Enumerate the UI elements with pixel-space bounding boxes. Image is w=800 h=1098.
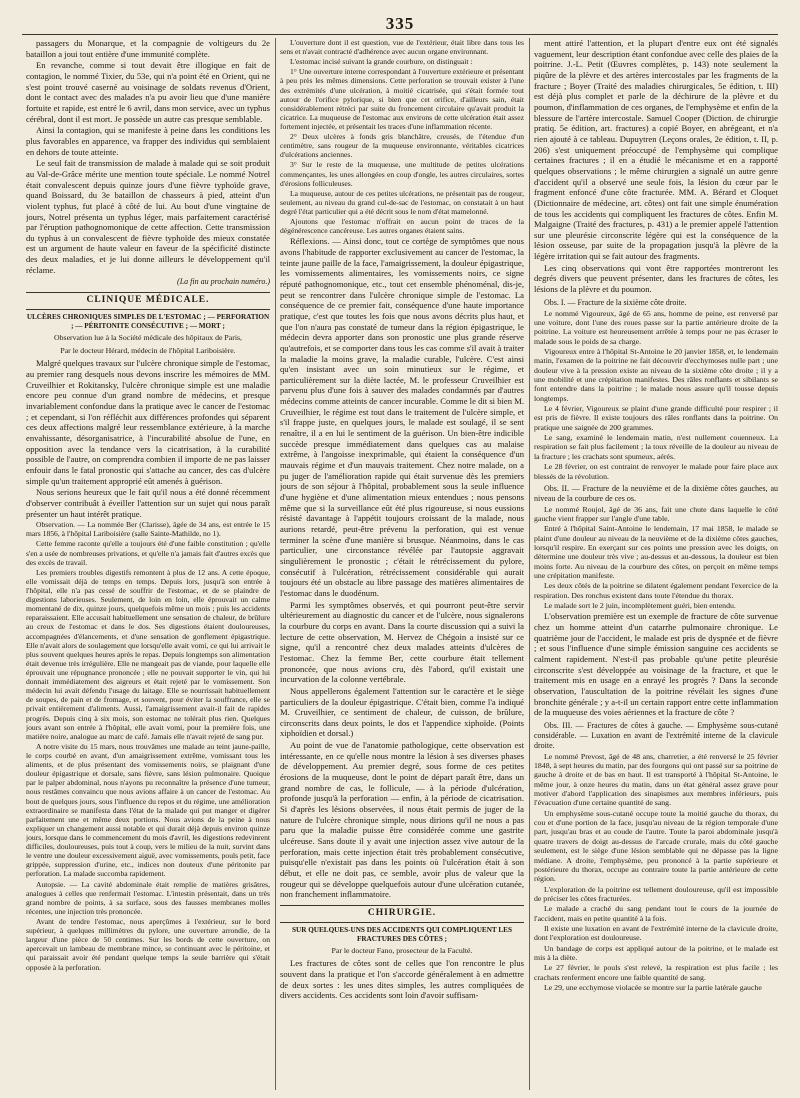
paragraph: Réflexions. — Ainsi donc, tout ce cortège de symptômes que nous avons l'habitude de rapporter exclusivement au cancer de l'estomac, la teinte jaune paille de la face, l'amaigrissement, la douleur épigastrique, les vomissements alimentaires, les vomissements noirs, ce signe réputé pathognomonique, etc., tout cet ensemble phénoménal, dis-je, peut se rencontrer dans l'ulcère chronique simple de l'estomac. La conséquence de ce premier fait, conséquence d'une haute importance pratique, c'est que toutes les fois que nous avons décrits plus haut, et que l'on n'aura pas constaté de tumeur dans la région épigastrique, le médecin devra apporter dans son pronostic une plus grande réserve qu'autrefois, et se comporter dans tous les cas comme s'il avait à traiter la maladie la moins grave, la maladie curable, l'ulcère. C'est ainsi qu'en insistant avec un soin minutieux sur le régime, et particulièrement sur la diète lactée, M. le professeur Cruveilhier est parvenu plus d'une fois à sauver des malades condamnés par d'autres médecins comme atteints de cancer incurable. Comme le dit si bien M. Cruveilhier, le régime est tout dans le traitement de l'ulcère simple, et s'il frappe juste, en quelques jours, le malade est soulagé, il se sent renaître, il a en lui le sentiment de la guérison. Un bien-être indicible succède presque immédiatement dans quelques cas au malaise extrême, à l'angoisse inexprimable, qui étaient la conséquence d'un mauvais régime et d'un mauvais traitement. Chez notre malade, on a pu juger de l'amélioration rapide qui était survenue dès les premiers jours de son séjour à l'hôpital, probablement sous la seule influence d'une hygiène et d'une alimentation mieux entendues ; nous pensons même que si la surveillance eût été plus rigoureuse, si nous eussions résisté davantage à l'appétit toujours croissant de la malade, nous aurions retardé, peut-être prévenu la perforation, qui est venue terminer la scène d'une manière si brusque. Néanmoins, dans le cas particulier, une circonstance révélée par l'autopsie aggravait singulièrement le pronostic ; c'était le rétrécissement du pylore, consécutif à l'ulcération, rétrécissement considérable qui aurait toujours été un obstacle au libre passage des matières alimentaires de l'estomac dans le duodénum. xyxy=(280,236,524,598)
paragraph: Vigoureux entre à l'hôpital St-Antoine le 20 janvier 1858, et, le lendemain matin, l'examen de la poitrine ne fait découvrir d'ecchymoses nulle part ; une douleur vive à la pression existe au niveau de la sixième côte droite ; il y a une mobilité et une crépitation manifestes. Des râles ronflants et sibilants se font entendre dans la poitrine ; le malade nous assure qu'il tousse depuis longtemps. xyxy=(534,347,778,403)
observation-heading: Obs. I. — Fracture de la sixième côte droite. xyxy=(544,297,687,307)
paragraph: Le malade a craché du sang pendant tout le cours de la journée de l'accident, mais en petite quantité à la fois. xyxy=(534,904,778,923)
paragraph: Le nommé Vigoureux, âgé de 65 ans, homme de peine, est renversé par une voiture, dont l'une des roues passe sur la partie antérieure droite de la poitrine. La voiture est heureusement arrêtée à temps pour ne pas écraser le malade sous le poids de sa charge. xyxy=(534,308,778,346)
paragraph: Le 29, une ecchymose violacée se montre sur la partie latérale gauche xyxy=(544,982,762,992)
header-rule xyxy=(22,34,778,35)
paragraph: Nous appellerons également l'attention sur le caractère et le siège particuliers de la douleur épigastrique. C'était bien, comme l'a indiqué M. Cruveilhier, ce sentiment de chaleur, de cuisson, de brûlure, circonscrits dans deux points, le dos et l'appendice xiphoïde. (Points xiphoïdien et dorsal.) xyxy=(280,685,524,739)
paragraph: Avant de tendre l'estomac, nous aperçûmes à l'extérieur, sur le bord supérieur, à quelques millimètres du pylore, une ouverture arrondie, de la largeur d'une pièce de 50 centimes. Sur les bords de cette ouverture, on apercevait un lambeau de membrane mince, se continuant avec le péritoine, et qui paraissait avoir été pendant quelque temps la seule barrière qui s'était opposée à la perforation. xyxy=(26,916,270,972)
paragraph: A notre visite du 15 mars, nous trouvâmes une malade au teint jaune-paille, le corps courbé en avant, d'un amaigrissement extrême, vomissant tous les aliments, et de plus présentant des vomissements noirs, se plaignant d'une douleur épigastrique et dorsale, sans fièvre, sans lésion pulmonaire. Quoique par le palper abdominal, nous n'ayons pu reconnaître la présence d'une tumeur, nous restâmes convaincu que nous avions affaire à un cancer de l'estomac. Au bout de quelques jours, sous l'influence du repos et du régime, une amélioration extraordinaire se manifesta dans l'état de la malade qui put manger et digérer parfaitement une et même deux portions. Nous avions de la peine à nous expliquer un changement aussi notable et qui durait déjà depuis environ quinze jours, lorsque dans le commencement du mois d'avril, les digestions redevinrent difficiles, douloureuses, puis tout à coup, vers le milieu de la nuit, survint dans le ventre une douleur excessivement aiguë, avec vomissements, pouls petit, face grippée, suppression d'urine, etc., indices non douteux d'une péritonite par perforation. La malade succomba rapidement. xyxy=(26,741,270,879)
paragraph: Le nommé Roujol, âgé de 36 ans, fait une chute dans laquelle le côté gauche vient frapper sur l'angle d'une table. xyxy=(534,504,778,523)
paragraph: Le 28 février, on est contraint de renvoyer le malade pour faire place aux blessés de la révolution. xyxy=(534,462,778,481)
paragraph: Le nommé Prevost, âgé de 48 ans, charretier, a été renversé le 25 février 1848, à sept heures du matin, par des fourgons qui ont passé sur sa poitrine de gauche à droite et de bas en haut. Il est transporté à l'hôpital St-Antoine, le même jour, à onze heures du matin, dans un état général assez grave pour motiver d'abord l'application des sinapismes aux membres inférieurs, puis l'évacuation d'une certaine quantité de sang. xyxy=(534,751,778,808)
paragraph: Un bandage de corps est appliqué autour de la poitrine, et le malade est mis à la diète. xyxy=(534,943,778,962)
paragraph: Malgré quelques travaux sur l'ulcère chronique simple de l'estomac, au premier rang desquels nous devons inscrire les mémoires de MM. Cruveilhier et Rokitansky, l'ulcère chronique simple est une maladie encore peu connue d'un grand nombre de médecins, et presque invariablement confondue dans la pratique avec le cancer de l'estomac ; et cependant, si l'on réfléchit aux différences profondes qui séparent ces deux affections malgré leur ressemblance extérieure, à la marche envahissante, désorganisatrice, à l'incurabilité absolue de l'une, en opposition avec la tendance vers la cicatrisation, à la curabilité possible de l'autre, on comprendra combien il importe de ne pas laisser enfouir dans le fatal pronostic qui s'attache au cancer, des cas d'ulcère simple qu'un traitement approprié eût amenés à guérison. xyxy=(26,358,270,486)
paragraph: Entré à l'hôpital Saint-Antoine le lendemain, 17 mai 1858, le malade se plaint d'une douleur au niveau de la neuvième et de la dixième côtes gauches, lorsqu'il respire. En exerçant sur ces points une pression avec les doigts, on détermine une douleur très vive ; au-dessus et au-dessous, la douleur est bien moins forte. Au niveau de la courbure des côtes, on perçoit en même temps une crépitation manifeste. xyxy=(534,524,778,581)
paragraph: Parmi les symptômes observés, et qui pourront peut-être servir ultérieurement au diagnostic du cancer et de l'ulcère, nous signalerons la courbure du corps en avant. Dans la courte discussion qui a suivi la lecture de cette observation, M. Hervez de Chégoin a insisté sur ce signe, qu'il a rencontré chez deux malades atteints d'ulcères de l'estomac. Chez la femme Ber, cette courbure était tellement prononcée, que nous avions cru, dès l'abord, qu'il existait une incurvation de la colonne vertébrale. xyxy=(280,599,524,685)
article-title: ULCÈRES CHRONIQUES SIMPLES DE L'ESTOMAC ; — PERFORATION ; — PÉRITONITE CONSÉCUTIVE ; — MORT ; xyxy=(26,313,270,331)
paragraph: passagers du Monarque, et la compagnie de voltigeurs du 2e bataillon a joui tout entière d'une immunité complète. xyxy=(26,38,270,59)
article-subtitle: Observation lue à la Société médicale des hôpitaux de Paris, xyxy=(54,333,242,343)
paragraph: L'exploration de la poitrine est tellement douloureuse, qu'il est impossible de préciser les côtes fracturées. xyxy=(534,884,778,903)
paragraph: Un emphysème sous-cutané occupe toute la moitié gauche du thorax, du cou et d'une portion de la face, jusqu'au niveau de la région temporale d'une part, jusqu'au bras et au coude de l'autre. Toute la paroi abdominale jusqu'à quatre travers de doigt au-dessus de l'arcade crurale, mais du côté gauche seulement, est le siège d'une lésion semblable qui ne dépasse pas la ligne médiane. A droite, l'emphysème, peu prononcé à la partie supérieure et postérieure du thorax, occupe au contraire toute la partie antérieure de cette région. xyxy=(534,808,778,884)
paragraph: En revanche, comme si tout devait être illogique en fait de contagion, le nommé Tixier, du 53e, qui n'a point été en Orient, qui ne s'est point trouvé caserné au voisinage de soldats revenus d'Orient, dont le contact avec des malades n'a pu avoir lieu que d'une manière fortuite et rapide, est entré le 6 avril, dans mon service, avec un typhus cérébral, dont il est mort. Je possède un autre cas presque semblable. xyxy=(26,60,270,124)
column-separator xyxy=(275,38,276,1090)
paragraph: Autopsie. — La cavité abdominale était remplie de matières grisâtres, analogues à celles que renfermait l'estomac. L'intestin présentait, dans un très grand nombre de points, à sa surface, sous des fausses membranes molles récentes, une injection très prononcée. xyxy=(26,879,270,916)
paragraph: La muqueuse, autour de ces petites ulcérations, ne présentait pas de rougeur, seulement, au niveau du grand cul-de-sac de l'estomac, on constatait à un haut degré l'état particulier qui a été décrit sous le nom d'état mamelonné. xyxy=(280,188,524,216)
observation-heading: Obs. III. — Fractures de côtes à gauche. — Emphysème sous-cutané considérable. — Luxation en avant de l'extrémité interne de la clavicule droite. xyxy=(534,721,778,750)
paragraph: Nous serions heureux que le fait qu'il nous a été donné récemment d'observer contribuât à éveiller l'attention sur un sujet qui nous paraît présenter un haut intérêt pratique. xyxy=(26,487,270,519)
paragraph: Le 4 février, Vigoureux se plaint d'une grande difficulté pour respirer ; il est pris de fièvre. Il existe toujours des râles ronflants dans la poitrine. On pratique une saignée de 200 grammes. xyxy=(534,404,778,432)
paragraph: 1° Une ouverture interne correspondant à l'ouverture extérieure et présentant à peu près les mêmes dimensions. Cette perforation se trouvait exister à l'une des extrémités d'une ulcération, à moitié cicatrisée, qui s'était formée tout autour de l'orifice pylorique, si bien que cet orifice, d'ailleurs sain, était considérablement rétréci par suite du froncement circulaire qu'avait produit la cicatrice. La muqueuse de l'estomac aux environs de cette ulcération était assez fortement injectée, et présentait les traces d'une inflammation récente. xyxy=(280,67,524,131)
article-byline: Par le docteur Hérard, médecin de l'hôpital Lariboisière. xyxy=(60,345,236,355)
article-title: SUR QUELQUES-UNS DES ACCIDENTS QUI COMPLIQUENT LES FRACTURES DES CÔTES ; xyxy=(292,925,512,943)
paragraph: Les deux côtés de la poitrine se dilatent également pendant l'exercice de la respiration. Des ronchus existent dans toute l'étendue du thorax. xyxy=(534,581,778,600)
paragraph: Le malade sort le 2 juin, incomplètement guéri, bien entendu. xyxy=(544,601,736,611)
continued-note: (La fin au prochain numéro.) xyxy=(177,277,270,287)
paragraph: Il existe une luxation en avant de l'extrémité interne de la clavicule droite, dont l'exploration est douloureuse. xyxy=(534,923,778,943)
paragraph: Le 27 février, le pouls s'est relevé, la respiration est plus facile ; les crachats renferment encore une faible quantité de sang. xyxy=(534,963,778,982)
paragraph: Les premiers troubles digestifs remontent à plus de 12 ans. A cette époque, elle vomissait déjà de temps en temps. Depuis lors, jusqu'à son entrée à l'hôpital, elle n'a pas cessé de souffrir de l'estomac, et de se plaindre de digestions laborieuses. Seulement, de loin en loin, elle éprouvait un calme momentané de dix, quinze jours, quelquefois même un mois ; puis les accidents reparaissaient. Elle accusait habituellement une sensation de chaleur, de brûlure au creux de l'estomac et dans le dos. Ses digestions étaient douloureuses, accompagnées d'élancements, et d'une sensation de gonflement épigastrique. Elle n'avait alors de soulagement que lorsqu'elle avait vomi, ce qui lui arrivait le plus souvent quelques heures après le repas. Depuis longtemps son alimentation était devenue très irrégulière. Elle ne mangeait pas de viande, pour laquelle elle éprouvait une répugnance prononcée ; elle ne pouvait supporter le vin, qui lui donnait immédiatement des aigreurs et était rejeté par le vomissement. Son médecin lui avait défendu l'usage du laitage. Elle se nourrissait habituellement de soupes, de pain et de fromage, et souvent, pour éviter la souffrance, elle se privait entièrement d'aliments. Aussi, l'amaigrissement avait-il fait de rapides progrès. Depuis cinq à six mois, son estomac ne tolérait plus rien. Quelques jours avant son entrée à l'hôpital, elle avait vomi, pour la première fois, une matière noire, analogue au marc de café. Jamais elle n'avait rejeté de sang pur. xyxy=(26,567,270,741)
section-title-clinique: CLINIQUE MÉDICALE. xyxy=(26,292,270,310)
observation-heading: Obs. II. — Fracture de la neuvième et de la dixième côtes gauches, au niveau de la courbure de ces os. xyxy=(534,483,778,503)
section-title-chirurgie: CHIRURGIE. xyxy=(280,905,524,923)
column-left xyxy=(26,38,270,1090)
paragraph: Le seul fait de transmission de malade à malade qui se soit produit au Val-de-Grâce mérite une mention toute spéciale. Le nommé Notrel était convalescent depuis quinze jours d'une fièvre typhoïde grave, quand Boissard, du 3e bataillon de chasseurs à pied, atteint d'un violent typhus, fut placé à côté de lui. Au bout d'une vingtaine de jours, Notrel présenta un typhus léger, mais parfaitement caractérisé par l'éruption pathognomonique de cette affection. Cette transmission du typhus à un convalescent de fièvre typhoïde des mieux constatée est un argument de haute valeur en faveur de la spécificité distincte des deux maladies, et je lui donne ailleurs le développement qu'il réclame. xyxy=(26,158,270,275)
column-middle xyxy=(280,38,524,1090)
paragraph: L'observation première est un exemple de fracture de côte survenue chez un homme atteint d'un catarrhe pulmonaire chronique. Le quatrième jour de l'accident, le malade est pris de dyspnée et de fièvre ; et sous l'influence d'une simple émission sanguine ces accidents se calment rapidement. N'est-il pas probable qu'une petite pleurésie circonscrite s'est développée au voisinage de la fracture, et que le traitement mis en usage en a enrayé les progrès ? Dans la seconde observation, l'auscultation de la poitrine révélait les signes d'une bronchite générale ; y a-t-il un certain rapport entre cette inflammation de la muqueuse des voies aériennes et la fracture de côte ? xyxy=(534,611,778,718)
paragraph: Le sang, examiné le lendemain matin, n'est nullement couenneux. La respiration se fait plus facilement ; la toux réveille de la douleur au niveau de la fracture ; les crachats sont spumeux, aérés. xyxy=(534,433,778,461)
paragraph: Cette femme raconte qu'elle a toujours été d'une faible constitution ; qu'elle s'en a usée de nombreuses privations, et qu'elle n'a jamais fait d'autres excès que des excès de travail. xyxy=(26,539,270,567)
paragraph: L'ouverture dont il est question, vue de l'extérieur, était libre dans tous les sens et n'avait contracté d'adhérence avec aucun organe environnant. xyxy=(280,38,524,57)
page-number: 335 xyxy=(385,14,415,33)
paragraph: Observation. — La nommée Ber (Clarisse), âgée de 34 ans, est entrée le 15 mars 1856, à l'hôpital Lariboisière (salle Sainte-Mathilde, no 1). xyxy=(26,520,270,539)
paragraph: Les cinq observations qui vont être rapportées montreront les degrés divers que peuvent présenter, dans les fractures de côtes, les lésions de la plèvre et du poumon. xyxy=(534,262,778,295)
paragraph: Les fractures de côtes sont de celles que l'on rencontre le plus souvent dans la pratique et l'on s'accorde généralement à en admettre de deux sortes : les unes dites simples, les autres compliquées de divers accidents. Ces accidents sont loin d'avoir suffisam- xyxy=(280,958,524,1001)
paragraph: Ajoutons que l'estomac n'offrait en aucun point de traces de la dégénérescence cancéreuse. Les autres organes étaient sains. xyxy=(280,217,524,236)
column-separator xyxy=(529,38,530,1090)
paragraph: Au point de vue de l'anatomie pathologique, cette observation est intéressante, en ce qu'elle nous montre la lésion à ses diverses phases de développement. Au premier degré, sous forme de ces petites érosions de la muqueuse, dont le point de départ paraît être, dans un grand nombre de cas, le follicule, — à la période d'ulcération, profonde jusqu'à la perforation — enfin, à la période de cicatrisation. Si d'après les lésions observées, il nous était permis de juger de la nature de l'ulcère chronique simple, nous dirions qu'il ne nous a pas paru que la maladie puisse être considérée comme une gastrite ulcéreuse. Sans doute il y avait une injection assez vive autour de la perforation, mais cette injection était très probablement consécutive, puisqu'elle n'existait pas dans les points où l'ulcération était à son début, et elle ne doit pas, ce semble, avoir plus de valeur que la rougeur qui se développe quelquefois autour d'une ulcération cutanée, non franchement inflammatoire. xyxy=(280,740,524,900)
paragraph: 2° Deux ulcères à fonds gris blanchâtre, creusés, de l'étendue d'un centimètre, sans rougeur de la muqueuse environnante, véritables cicatrices d'ulcérations anciennes. xyxy=(280,132,524,160)
paragraph: L'estomac incisé suivant la grande courbure, on distinguait : xyxy=(290,57,473,67)
paragraph: Ainsi la contagion, qui se manifeste à peine dans les conditions les plus favorables en apparence, va frapper des individus qui semblaient en dehors de toute atteinte. xyxy=(26,125,270,157)
paragraph: ment attiré l'attention, et la plupart d'entre eux ont été signalés vaguement, leur description étant confondue avec celle des plaies de la poitrine. J.-L. Petit (Œuvres complètes, p. 143) note seulement la piqûre de la plèvre et des artères intercostales par les fragments de la fracture ; Boyer (Traité des maladies chirurgicales, 5e édition, t. III) est déjà plus complet et parle de la déchirure de la plèvre et du poumon, d'inflammation de ces organes, de l'emphysème et enfin de la blessure de l'artère intercostale. Samuel Cooper (Diction. de chirurgie pratiq. 5e édition, art. fractures) a copié Boyer, en abrégeant, et n'a rien ajouté à ce tableau. Dupuytren (Leçons orales, 2e édition, t. II, p. 206) s'est uniquement préoccupé de l'emphysème qui complique certaines fractures ; il en a étudié le mécanisme et en a rapporté quelques observations ; le même chirurgien a signalé un autre genre d'accident qu'il a observé une seule fois, la lésion du cœur par le fragment enfoncé d'une côte fracturée. MM. A. Bérard et Cloquet (Dictionnaire de médecine, art. côtes) ont fait une simple énumération de tous les accidents qui compliquent les fractures de côtes. Enfin M. Malgaigne (Traité des fractures, p. 431) a le premier appelé l'attention sur une pleurésie circonscrite légère qui est la conséquence de la lésion osseuse, par suite de la propagation jusqu'à la plèvre de la légère irritation qui se fait autour des fragments. xyxy=(534,38,778,262)
column-right xyxy=(534,38,778,1090)
paragraph: 3° Sur le reste de la muqueuse, une multitude de petites ulcérations commençantes, les unes allongées en coup d'ongle, les autres circulaires, sortes d'érosions folliculeuses. xyxy=(280,160,524,188)
article-byline: Par le docteur Fano, prosecteur de la Faculté. xyxy=(331,945,473,955)
